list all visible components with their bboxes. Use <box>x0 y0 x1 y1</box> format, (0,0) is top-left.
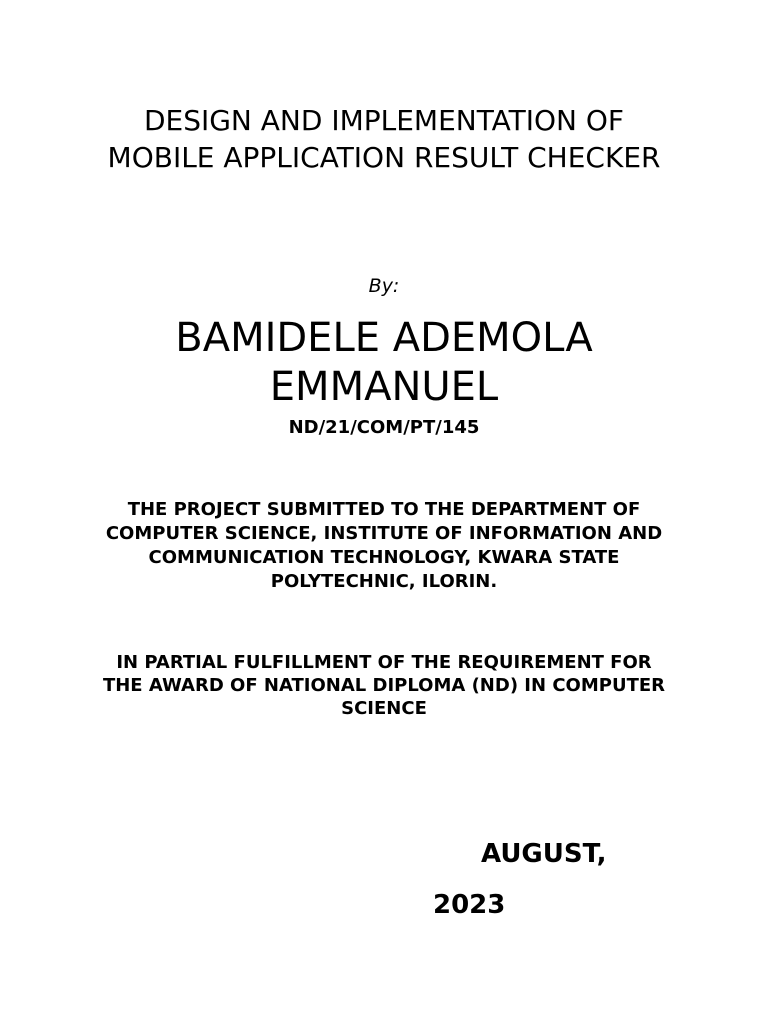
author-name: BAMIDELE ADEMOLA EMMANUEL <box>175 315 593 410</box>
matric-number: ND/21/COM/PT/145 <box>288 417 480 438</box>
submission-statement: THE PROJECT SUBMITTED TO THE DEPARTMENT OF COMPUTER SCIENCE, INSTITUTE OF INFORMATION AND COMMUNICATION TECHNOLOGY, KWARA STATE POLYTECHNIC, ILORIN. <box>105 499 663 592</box>
by-label: By: <box>368 275 400 297</box>
submission-year: 2023 <box>433 890 506 920</box>
project-title: DESIGN AND IMPLEMENTATION OF MOBILE APPLICATION RESULT CHECKER <box>107 104 661 174</box>
fulfillment-statement: IN PARTIAL FULFILLMENT OF THE REQUIREMENT FOR THE AWARD OF NATIONAL DIPLOMA (ND) IN COMPUTER SCIENCE <box>102 652 666 719</box>
submission-month: AUGUST, <box>481 839 607 869</box>
